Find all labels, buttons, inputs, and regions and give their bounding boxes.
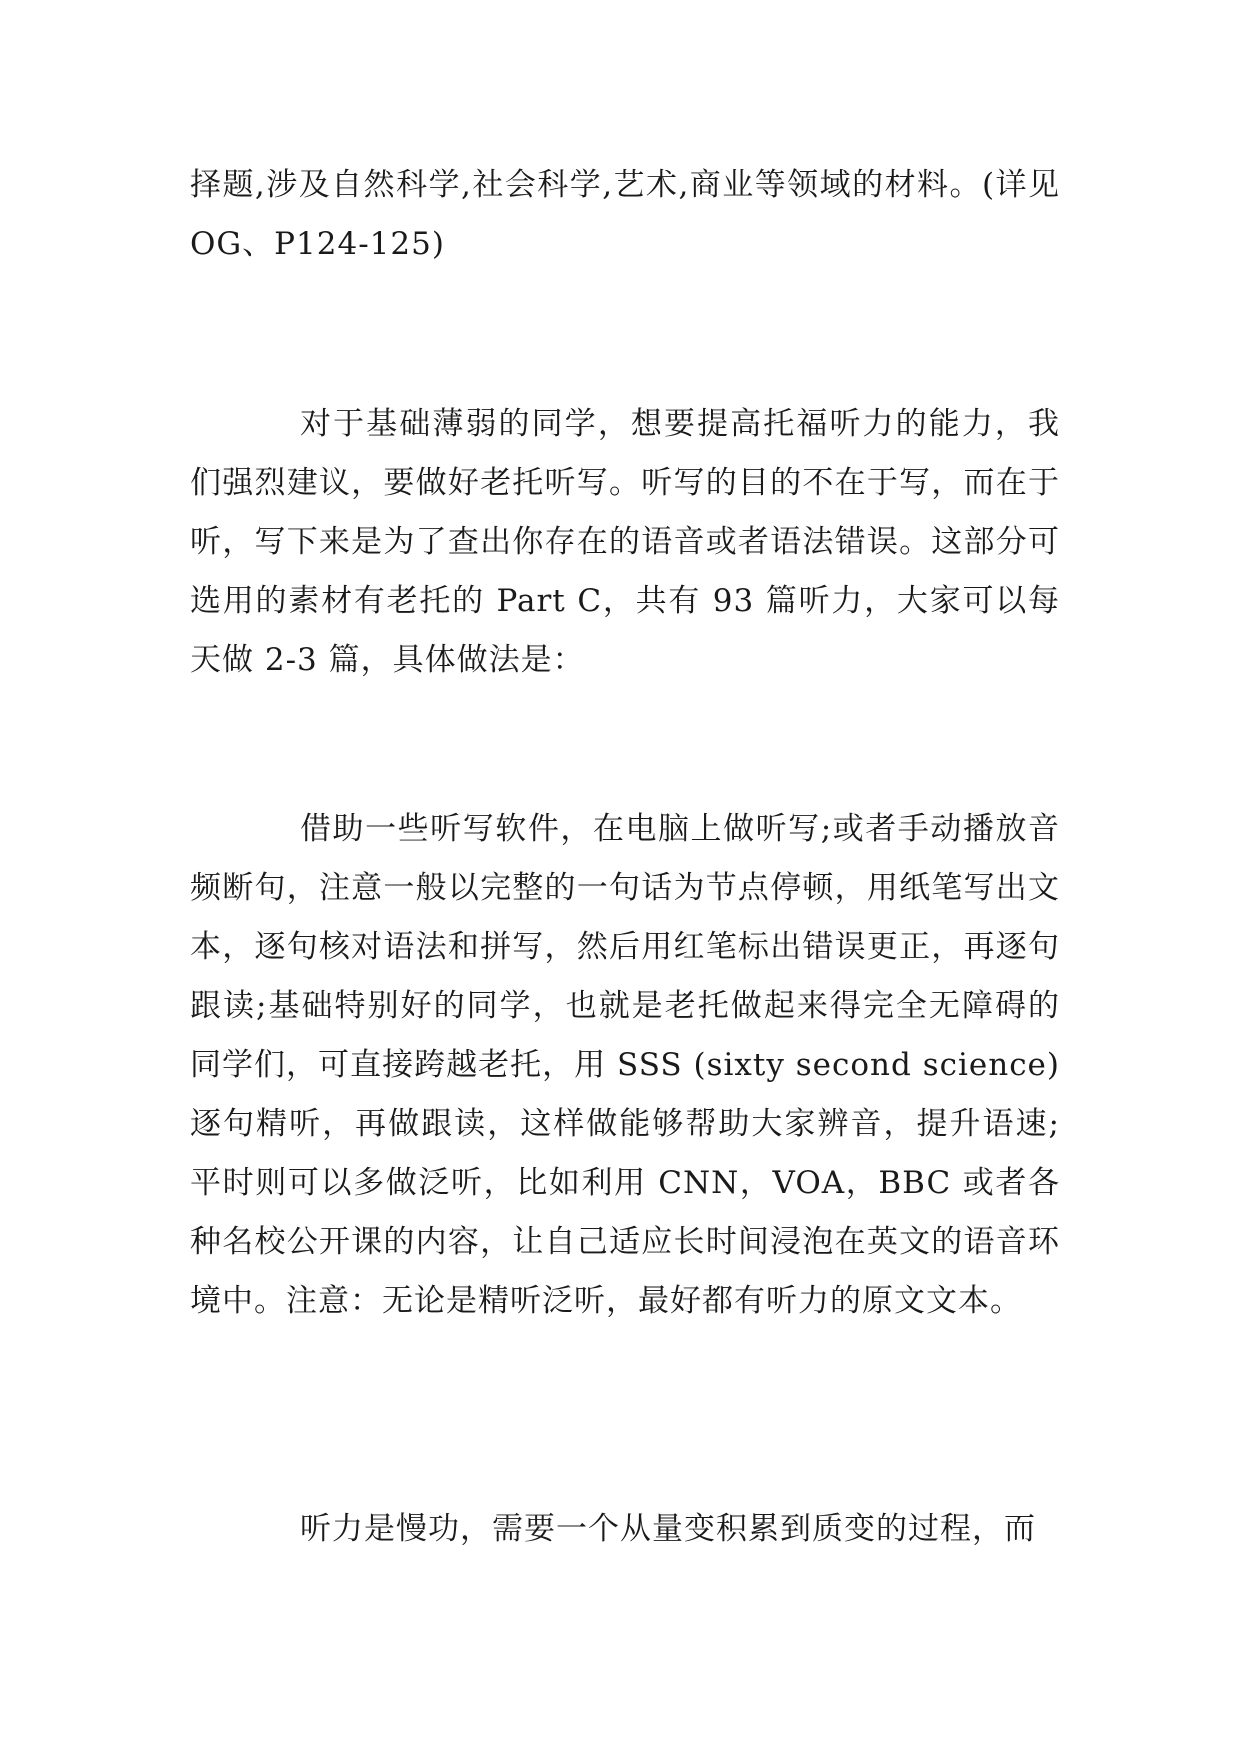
paragraph-listening-slow-skill: 听力是慢功，需要一个从量变积累到质变的过程，而 <box>300 1511 1036 1547</box>
paragraph-dictation-method: 借助一些听写软件，在电脑上做听写;或者手动播放音频断句，注意一般以完整的一句话为节点停顿，用纸笔写出文本，逐句核对语法和拼写，然后用红笔标出错误更正，再逐句跟读;基础特别好的同学，也就是老托做起来得完全无障碍的同学们，可直接跨越老托，用 SSS (sixty second science) 逐句精听，再做跟读，这样做能够帮助大家辨音，提升语速;平时则可以多做泛听，比如利用 CNN，VOA，BBC 或者各种名校公开课的内容，让自己适应长时间浸泡在英文的语音环境中。注意：无论是精听泛听，最好都有听力的原文文本。 <box>190 811 1060 1319</box>
paragraph-continuation: 择题,涉及自然科学,社会科学,艺术,商业等领域的材料。(详见 OG、P124-125) <box>190 167 1060 262</box>
paragraph-dictation-advice: 对于基础薄弱的同学，想要提高托福听力的能力，我们强烈建议，要做好老托听写。听写的目的不在于写，而在于听，写下来是为了查出你存在的语音或者语法错误。这部分可选用的素材有老托的 Part C，共有 93 篇听力，大家可以每天做 2-3 篇，具体做法是： <box>190 406 1060 678</box>
